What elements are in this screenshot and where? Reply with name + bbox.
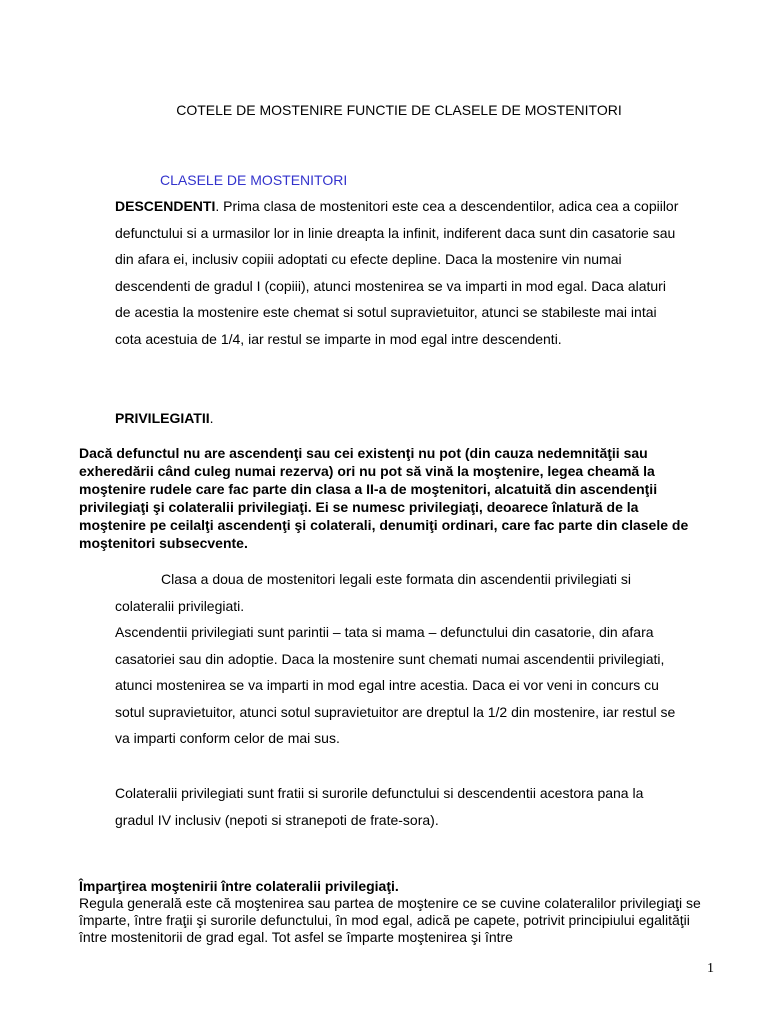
class-two-sentence: Clasa a doua de mostenitori legali este formata din ascendentii privilegiati si colateralii privilegiati. xyxy=(115,571,632,614)
privilegiatii-heading xyxy=(115,406,214,430)
document-title: COTELE DE MOSTENIRE FUNCTIE DE CLASELE DE MOSTENITORI xyxy=(176,102,622,118)
privilegiatii-heading-text: PRIVILEGIATII xyxy=(115,410,210,426)
section-link-clasele[interactable]: CLASELE DE MOSTENITORI xyxy=(160,172,348,188)
descendenti-term: DESCENDENTI xyxy=(115,198,216,214)
page-number: 1 xyxy=(707,961,714,976)
privilegiati-bold-paragraph: Dacă defunctul nu are ascendenţi sau cei existenţi nu pot (din cauza nedemnităţii sau exheredării când culeg numai rezerva) ori nu pot să vină la moştenire, legea cheamă la moştenire rudele care fac parte din clasa a II-a de moştenitori, alcatuită din ascendenţii privilegiaţi şi colateralii privilegiaţi. Ei se numesc privilegiaţi, deoarece înlatură de la moştenire pe ceilalţi ascendenţi şi colaterali, denumiţi ordinari, care fac parte din clasele de moştenitori subsecvente. xyxy=(79,445,689,551)
colaterali-paragraph: Colateralii privilegiati sunt fratii si surorile defunctului si descendentii acestora pana la gradul IV inclusiv (nepoti si stranepoti de frate-sora). xyxy=(115,785,644,828)
privilegiatii-heading-dot: . xyxy=(209,410,214,426)
class-two-paragraph xyxy=(115,566,685,752)
ascendenti-paragraph: Ascendentii privilegiati sunt parintii – tata si mama – defunctului din casatorie, din afara casatoriei sau din adoptie. Daca la mostenire sunt chemati numai ascendentii privilegiati, atunci mostenirea se va imparti in mod egal intre acestia. Daca ei vor veni in concurs cu sotul supravietuitor, atunci sotul supravietuitor are dreptul la 1/2 din mostenire, iar restul se va imparti conform celor de mai sus. xyxy=(115,624,676,746)
impartirea-paragraph: Regula generală este că moştenirea sau partea de moştenire ce se cuvine colateralilor privilegiaţi se împarte, între fraţii şi surorile defunctului, în mod egal, adică pe capete, potrivit principiului egalităţii între mostenitorii de grad egal. Tot asfel se împarte moştenirea şi între xyxy=(79,895,701,945)
impartirea-heading: Împarţirea moştenirii între colateralii privilegiaţi. xyxy=(79,878,399,894)
descendenti-paragraph xyxy=(115,193,685,352)
descendenti-text: . Prima clasa de mostenitori este cea a descendentilor, adica cea a copiilor defunctului si a urmasilor lor in linie dreapta la infinit, indiferent daca sunt din casatorie sau din afara ei, inclusiv copiii adoptati cu efecte depline. Daca la mostenire vin numai descendenti de gradul I (copiii), atunci mostenirea se va imparti in mod egal. Daca alaturi de acestia la mostenire este chemat si sotul supravietuitor, atunci se stabileste mai intai cota acestuia de 1/4, iar restul se imparte in mod egal intre descendenti. xyxy=(115,198,679,347)
